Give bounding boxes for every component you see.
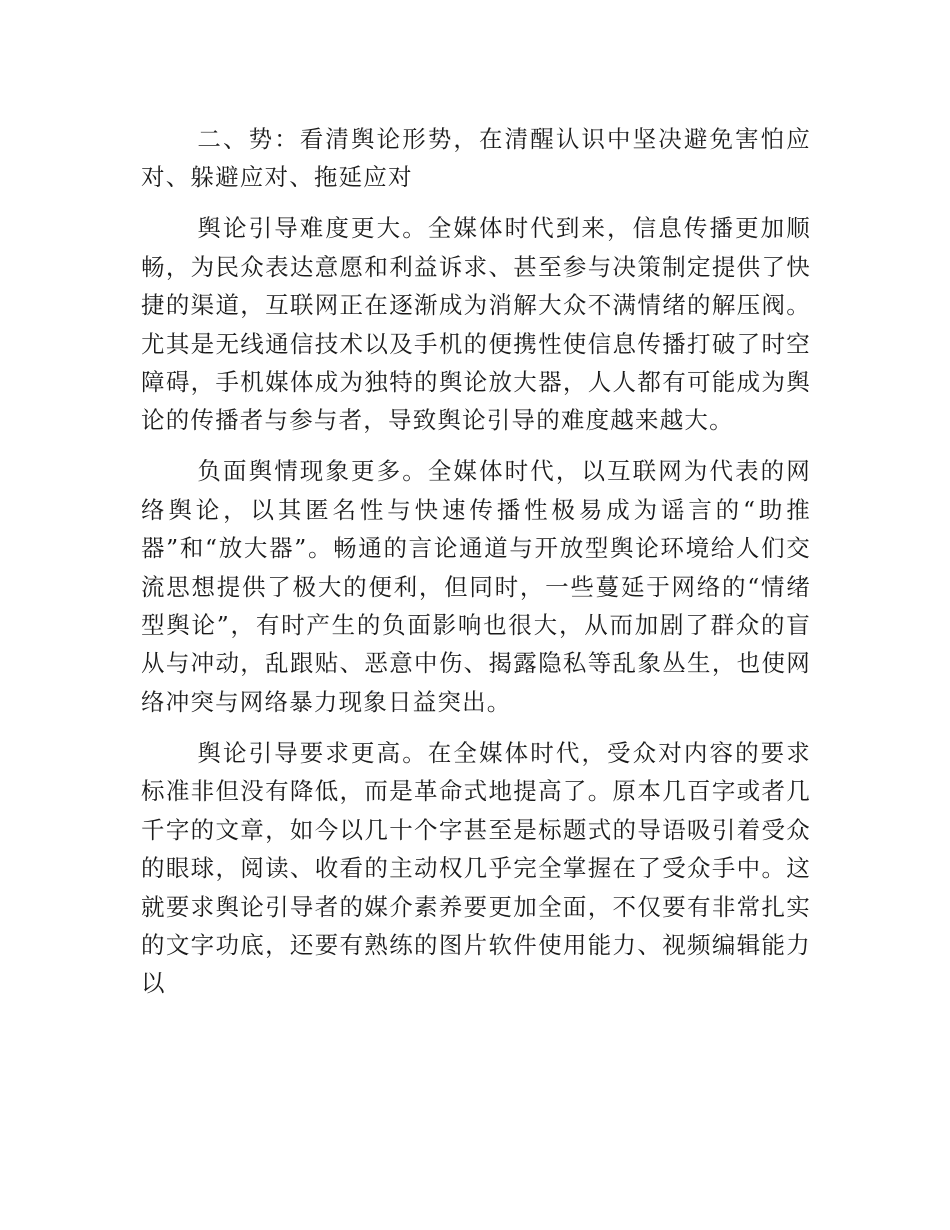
document-body — [141, 120, 811, 1015]
paragraph-negative-sentiment: 负面舆情现象更多。全媒体时代，以互联网为代表的网络舆论，以其匿名性与快速传播性极易成为谣言的“助推器”和“放大器”。畅通的言论通道与开放型舆论环境给人们交流思想提供了极大的便利，但同时，一些蔓延于网络的“情绪型舆论”，有时产生的负面影响也很大，从而加剧了群众的盲从与冲动，乱跟贴、恶意中伤、揭露隐私等乱象丛生，也使网络冲突与网络暴力现象日益突出。 — [141, 457, 811, 716]
paragraph-higher-requirements: 舆论引导要求更高。在全媒体时代，受众对内容的要求标准非但没有降低，而是革命式地提高了。原本几百字或者几千字的文章，如今以几十个字甚至是标题式的导语吸引着受众的眼球，阅读、收看的主动权几乎完全掌握在了受众手中。这就要求舆论引导者的媒介素养要更加全面，不仅要有非常扎实的文字功底，还要有熟练的图片软件使用能力、视频编辑能力以 — [141, 738, 811, 998]
section-heading: 二、势：看清舆论形势，在清醒认识中坚决避免害怕应对、躲避应对、拖延应对 — [141, 125, 811, 192]
paragraph-difficulty: 舆论引导难度更大。全媒体时代到来，信息传播更加顺畅，为民众表达意愿和利益诉求、甚至参与决策制定提供了快捷的渠道，互联网正在逐渐成为消解大众不满情绪的解压阀。尤其是无线通信技术以及手机的便携性使信息传播打破了时空障碍，手机媒体成为独特的舆论放大器，人人都有可能成为舆论的传播者与参与者，导致舆论引导的难度越来越大。 — [141, 214, 811, 435]
